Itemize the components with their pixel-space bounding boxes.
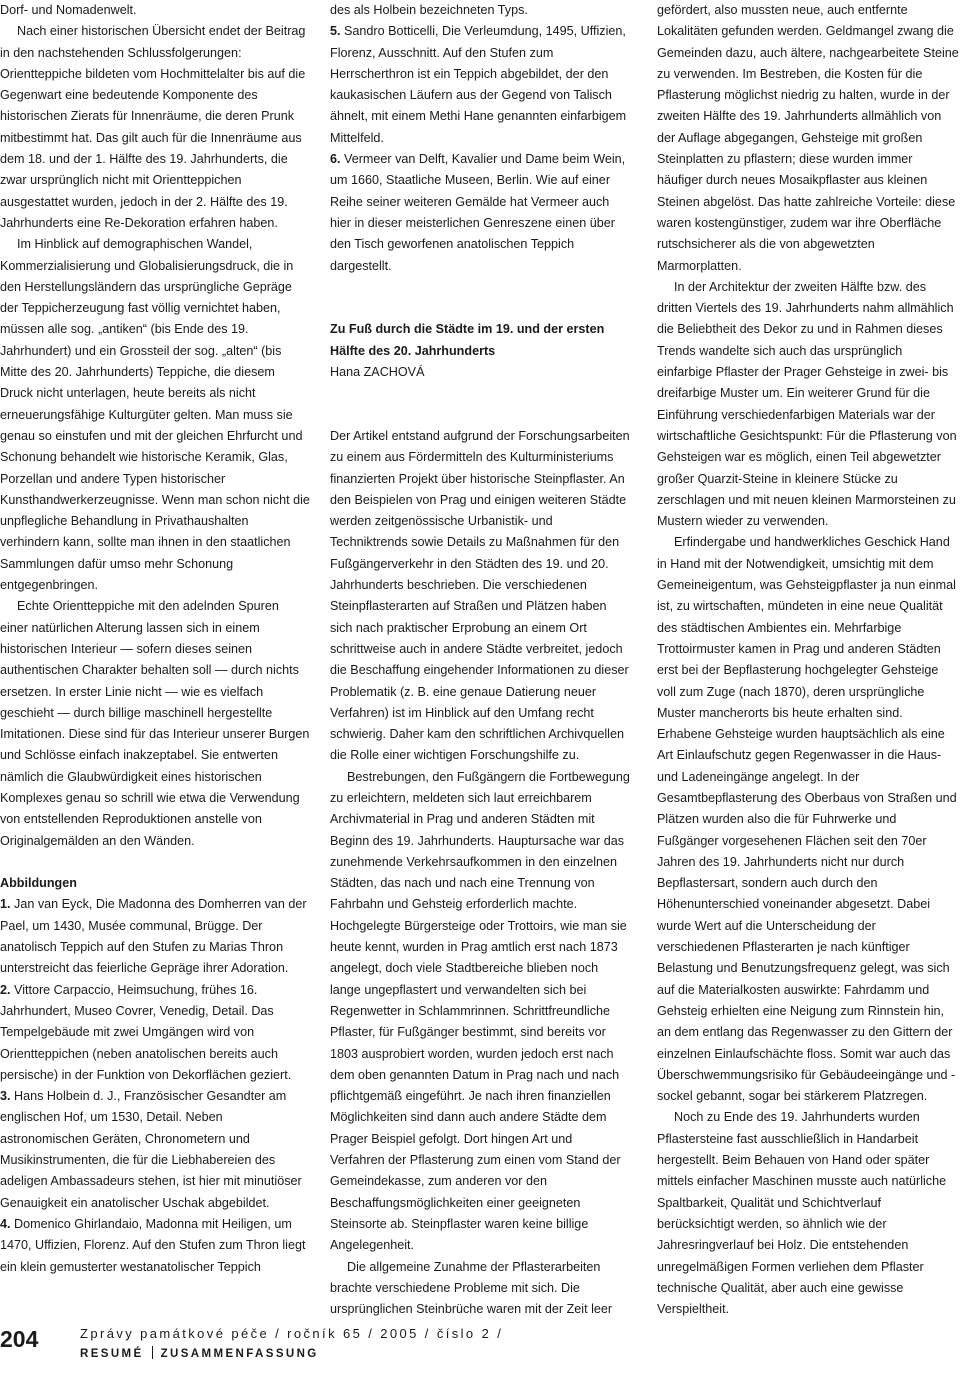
paragraph: Noch zu Ende des 19. Jahrhunderts wurden Pflastersteine fast ausschließlich in Handarbeit hergestellt. Beim Behauen von Hand oder später mittels einfacher Maschinen musste auch natürliche Spaltbarkeit, Qualität und Schichtverlauf berücksichtigt werden, so ähnlich wie der Jahresringverlauf bei Holz. Die entstehenden unregelmäßigen Formen verliehen dem Pflaster technische Qualität, aber auch eine gewisse Verspieltheit. [657, 1110, 947, 1317]
figure-caption [0, 1086, 310, 1214]
figure-number: 1. [0, 897, 11, 912]
paragraph: In der Architektur der zweiten Hälfte bzw. des dritten Viertels des 19. Jahrhunderts nahm allmählich die Beliebtheit des Dekor zu und in Rahmen dieses Trends wandelte sich auch das ursprünglich einfarbige Pflaster der Prager Gehsteige in zwei- bis dreifarbige Muster um. Ein weiterer Grund für die Einführung verschiedenfarbigen Materials war der wirtschaftliche Gesichtspunkt: Für die Pflasterung von Gehsteigen war es möglich, einen Teil abgewetzter großer Quarzit-Steine in kleinere Stücke zu zerschlagen und mit neuen kleinen Marmorsteinen zu Mustern wieder zu verwenden. [657, 279, 957, 529]
page-footer [0, 1322, 960, 1384]
section-divider [152, 1346, 153, 1359]
text-column-right [657, 0, 960, 1320]
paragraph: Nach einer historischen Übersicht endet der Beitrag in den nachstehenden Schlussfolgerungen: Orientteppiche bildeten vom Hochmittelalter bis auf die Gegenwart eine bedeutende Komponente des historischen Zierats für Innenräume, die deren Prunk mitbestimmt hat. Das gilt auch für die Innenräume aus dem 18. und der 1. Hälfte des 19. Jahrhunderts, die zwar ursprünglich nicht mit Orientteppichen ausgestattet wurden, jedoch in der 2. Hälfte des 19. Jahrhunderts eine Re-Dekoration erfahren haben. [0, 24, 306, 230]
journal-title: Zprávy památkové péče / ročník 65 / 2005 / číslo 2 / [80, 1326, 504, 1341]
figure-caption-text: Vermeer van Delft, Kavalier und Dame beim Wein, um 1660, Staatliche Museen, Berlin. Wie auf einer Reihe seiner weiteren Gemälde hat Vermeer auch hier in dieser meisterlichen Genreszene einen über den Tisch geworfenen anatolischen Teppich dargestellt. [330, 152, 626, 273]
figure-caption [0, 980, 310, 1086]
figures-heading: Abbildungen [0, 876, 77, 891]
article-author: Hana ZACHOVÁ [330, 365, 425, 380]
figure-caption-text: Domenico Ghirlandaio, Madonna mit Heiligen, um 1470, Uffizien, Florenz. Auf den Stufen zum Thron liegt ein klein gemusterter westanatolischer Teppich [0, 1216, 306, 1274]
paragraph: Die allgemeine Zunahme der Pflasterarbeiten brachte verschiedene Probleme mit sich. Die ursprünglichen Steinbrüche waren mit der Zeit leer [330, 1259, 613, 1317]
figure-number: 5. [330, 24, 341, 39]
figure-caption [330, 21, 630, 149]
paragraph: Bestrebungen, den Fußgängern die Fortbewegung zu erleichtern, meldeten sich laut erreichbarem Archivmaterial in Prag und anderen Städten mit Beginn des 19. Jahrhunderts. Hauptursache war das zunehmende Verkehrsaufkommen in den einzelnen Städten, das nach und nach eine Trennung von Fahrbahn und Gehsteig erforderlich machte. Hochgelegte Bürgersteige oder Trottoirs, wie man sie heute kennt, wurden in Prag amtlich erst nach 1873 angelegt, doch viele Stadtbereiche blieben noch lange ungepflastert und verwandelten sich bei Regenwetter in Schlammrinnen. Schrittfreundliche Pflaster, für Fußgänger bestimmt, sind bereits vor 1803 ausprobiert worden, wurden jedoch erst nach dem oben genannten Datum in Prag nach und nach pflichtgemäß eingeführt. Je nach ihren finanziellen Möglichkeiten sind dann auch andere Städte dem Prager Beispiel gefolgt. Dort hingen Art und Verfahren der Pflasterung zum einen vom Stand der Gemeindekasse, zum anderen vor den Beschaffungsmöglichkeiten einer geeigneten Steinsorte ab. Steinpflaster waren keine billige Angelegenheit. [330, 769, 630, 1253]
section-label-right: ZUSAMMENFASSUNG [160, 1348, 319, 1360]
figure-caption-text: Vittore Carpaccio, Heimsuchung, frühes 16. Jahrhundert, Museo Covrer, Venedig, Detail. Das Tempelgebäude mit zwei Umgängen wird von Orientteppichen (neben anatolischen bereits auch persische) in der Funktion von Dekorflächen geziert. [0, 982, 292, 1082]
article-title: Zu Fuß durch die Städte im 19. und der ersten Hälfte des 20. Jahrhunderts [330, 322, 605, 358]
figure-number: 6. [330, 152, 341, 167]
figure-caption [0, 894, 310, 979]
text-line: des als Holbein bezeichneten Typs. [330, 3, 528, 17]
text-line: Dorf- und Nomadenwelt. [0, 3, 137, 17]
figure-number: 4. [0, 1216, 11, 1231]
paragraph: gefördert, also mussten neue, auch entfernte Lokalitäten gefunden werden. Geldmangel zwang die Gemeinden dazu, auch ältere, nachgearbeitete Steine zu verwenden. Im Bestreben, die Kosten für die Pflasterung möglichst niedrig zu halten, wurde in der zweiten Hälfte des 19. Jahrhunderts allmählich von der Auflage abgegangen, Gehsteige mit großen Steinplatten zu pflastern; diese wurden immer häufiger durch neues Mosaikpflaster aus kleinen Steinen abgelöst. Das hatte zahlreiche Vorteile: diese waren kostengünstiger, zudem war ihre Oberfläche rutschsicherer als die von abgewetzten Marmorplatten. [657, 3, 959, 273]
figure-number: 3. [0, 1089, 11, 1104]
section-label-left: RESUMÉ [80, 1348, 144, 1360]
figure-number: 2. [0, 982, 11, 997]
figure-caption [330, 149, 630, 277]
paragraph: Erfindergabe und handwerkliches Geschick Hand in Hand mit der Notwendigkeit, umsichtig mit dem Gemeineigentum, was Gehsteigpflaster ja nun einmal ist, zu wirtschaften, mündeten in eine neue Qualität des städtischen Ambientes ein. Mehrfarbige Trottoirmuster kamen in Prag und anderen Städten erst bei der Bepflasterung hochgelegter Gehsteige voll zum Zuge (nach 1870), deren ursprüngliche Muster mancherorts bis heute erhalten sind. Erhabene Gehsteige wurden hauptsächlich als eine Art Einlaufschutz gegen Regenwasser in die Haus- und Ladeneingänge angelegt. In der Gesamtbepflasterung des Oberbaus von Straßen und Plätzen wurden also die für Fuhrwerke und Fußgänger vorgesehenen Flächen seit den 70er Jahren des 19. Jahrhunderts nicht nur durch Bepflastersart, sondern auch durch den Höhenunterschied voneinander abgesetzt. Dabei wurde Wert auf die Unterscheidung der verschiedenen Pflasterarten je nach künftiger Belastung und Benutzungsfrequenz gelegt, was sich auf die Materialkosten auswirkte: Fahrdamm und Gehsteig erhielten eine Neigung zum Rinnstein hin, an dem entlang das Regenwasser zu den Gittern der einzelnen Einlaufschächte floss. Somit war auch das Überschwemmungsrisiko für Gebäudeeingänge und -sockel gebannt, sogar bei stärkerem Platzregen. [657, 535, 957, 1104]
text-column-left [0, 0, 310, 1278]
paragraph: Der Artikel entstand aufgrund der Forschungsarbeiten zu einem aus Fördermitteln des Kulturministeriums finanzierten Projekt über historische Steinpflaster. An den Beispielen von Prag und einigen weiteren Städte werden zeitgenössische Urbanistik- und Techniktrends sowie Details zu Maßnahmen für den Fußgängerverkehr in den Städten des 19. und 20. Jahrhunderts beschrieben. Die verschiedenen Steinpflasterarten auf Straßen und Plätzen haben sich nach praktischer Erprobung an einem Ort schrittweise auch in andere Städte verbreitet, jedoch die Beschaffung eingehender Informationen zu dieser Problematik (z. B. eine genaue Datierung neuer Verfahren) ist im Hinblick auf den Umfang recht schwierig. Daher kam den schriftlichen Archivquellen die Rolle einer wichtigen Forschungshilfe zu. [330, 428, 630, 763]
page-number: 204 [0, 1326, 39, 1352]
section-label [80, 1346, 319, 1360]
figure-caption-text: Jan van Eyck, Die Madonna des Domherren van der Pael, um 1430, Musée communal, Brügge. Der anatolisch Teppich auf den Stufen zu Marias Thron unterstreicht das feierliche Gepräge ihrer Adoration. [0, 897, 307, 976]
figure-caption-text: Sandro Botticelli, Die Verleumdung, 1495, Uffizien, Florenz, Ausschnitt. Auf den Stufen zum Herrscherthron ist ein Teppich abgebildet, der den kaukasischen Läufern aus der Gegend von Talisch ähnelt, mit einem Methi Hane genannten einfarbigem Mittelfeld. [330, 24, 627, 145]
figure-caption-text: Hans Holbein d. J., Französischer Gesandter am englischen Hof, um 1530, Detail. Neben astronomischen Geräten, Chronometern und Musikinstrumenten, die für die Liebhabereien des adeligen Ambassadeurs stehen, ist hier mit minutiöser Genauigkeit ein anatolischer Uschak abgebildet. [0, 1089, 302, 1210]
paragraph: Im Hinblick auf demographischen Wandel, Kommerzialisierung und Globalisierungsdruck, die in den Herstellungsländern das ursprüngliche Gepräge der Teppicherzeugung fast völlig vernichtet haben, müssen alle sog. „antiken“ (bis Ende des 19. Jahrhundert) und ein Grossteil der sog. „alten“ (bis Mitte des 20. Jahrhunderts) Teppiche, die diesem Druck nicht unterlagen, heute bereits als nicht erneuerungsfähige Kulturgüter gelten. Man muss sie genau so einstufen und mit der gleichen Ehrfurcht und Schonung behandelt wie historische Keramik, Glas, Porzellan und andere Typen historischer Kunsthandwerkerzeugnisse. Wenn man schon nicht die unpflegliche Behandlung in Privathaushalten verhindern kann, sollte man ihnen in den staatlichen Sammlungen dafür umso mehr Schonung entgegenbringen. [0, 237, 310, 593]
figure-caption [0, 1214, 310, 1278]
text-column-middle [330, 0, 630, 1320]
paragraph: Echte Orientteppiche mit den adelnden Spuren einer natürlichen Alterung lassen sich in einem historischen Interieur — sofern dieses seinen authentischen Charakter behalten soll — durch nichts ersetzen. In erster Linie nicht — wie es vielfach geschieht — durch billige maschinell hergestellte Imitationen. Diese sind für das Interieur unserer Burgen und Schlösse einfach inakzeptabel. Sie entwerten nämlich die Glaubwürdigkeit eines historischen Komplexes genau so schrill wie etwa die Verwendung von entstellenden Reproduktionen anstelle von Originalgemälden an den Wänden. [0, 599, 310, 848]
